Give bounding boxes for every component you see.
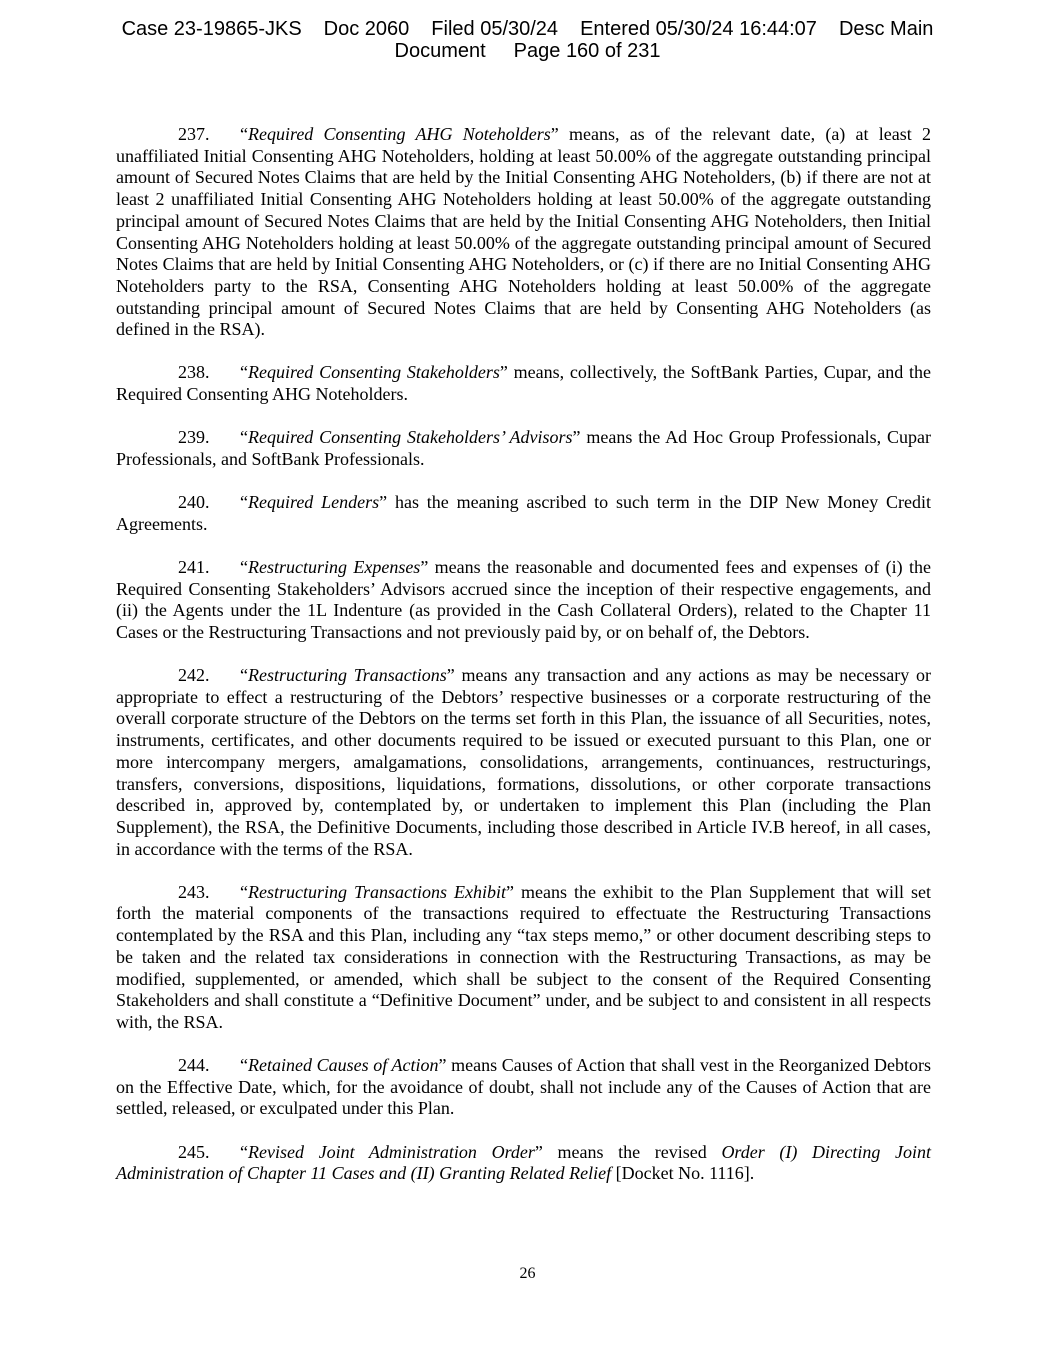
definition-paragraph-243 bbox=[116, 882, 931, 1034]
open-quote: “ bbox=[240, 1055, 248, 1076]
defined-term: Revised Joint Administration Order bbox=[248, 1141, 535, 1162]
open-quote: “ bbox=[240, 124, 248, 144]
desc-main: Desc Main bbox=[838, 18, 934, 40]
definition-text: means Causes of Action that shall vest in the Reorganized Debtors on the Effective Date, which, for the avoidance of doubt, shall not include any of the Causes of Action that are settled, released, or exculpated under this Plan. bbox=[116, 1055, 931, 1119]
open-quote: “ bbox=[240, 492, 248, 513]
defined-term: Restructuring Expenses bbox=[248, 556, 421, 577]
definition-text: means the reasonable and documented fees and expenses of (i) the Required Consenting Stakeholders’ Advisors accrued since the inception of their respective engagements, and (ii) the Agents under the 1L Indenture (as provided in the Cash Collateral Orders), related to the Chapter 11 Cases or the Restructuring Transactions and not previously paid by, or on behalf of, the Debtors. bbox=[116, 556, 932, 642]
header-line-2 bbox=[0, 40, 1055, 62]
open-quote: “ bbox=[240, 556, 248, 577]
definition-paragraph-244 bbox=[116, 1055, 931, 1120]
close-quote: ” bbox=[506, 881, 515, 902]
filed-date: Filed 05/30/24 bbox=[431, 18, 559, 40]
close-quote: ” bbox=[446, 665, 455, 686]
court-filing-header bbox=[0, 18, 1055, 62]
paragraph-number: 242. bbox=[178, 665, 210, 686]
definition-text: means, as of the relevant date, (a) at least 2 unaffiliated Initial Consenting AHG Noteholders, holding at least 50.00% of the aggregate outstanding principal amount of Secured Notes Claims that are held by the Initial Consenting AHG Noteholders, (b) if there are not at least 2 unaffiliated Initial Consenting AHG Noteholders holding at least 50.00% of the aggregate outstanding principal amount of Secured Notes Claims that are held by the Initial Consenting AHG Noteholders, then Initial Consenting AHG Noteholders holding at least 50.00% of the aggregate outstanding principal amount of Secured Notes Claims that are held by Initial Consenting AHG Noteholders, or (c) if there are no Initial Consenting AHG Noteholders party to the RSA, Consenting AHG Noteholders holding at least 50.00% of the aggregate outstanding principal amount of Secured Notes Claims that are held by Consenting AHG Noteholders (as defined in the RSA). bbox=[116, 124, 932, 340]
case-number: Case 23-19865-JKS bbox=[121, 18, 302, 40]
paragraph-number: 243. bbox=[178, 881, 210, 902]
defined-term: Restructuring Transactions Exhibit bbox=[248, 881, 507, 902]
entered-date: Entered 05/30/24 16:44:07 bbox=[580, 18, 817, 40]
close-quote: ” bbox=[420, 556, 429, 577]
docket-reference: [Docket No. 1116]. bbox=[611, 1163, 755, 1184]
doc-number: Doc 2060 bbox=[323, 18, 410, 40]
open-quote: “ bbox=[240, 881, 248, 902]
definition-text: means, collectively, the SoftBank Parties, Cupar, and the Required Consenting AHG Noteholders. bbox=[116, 362, 932, 405]
close-quote: ” bbox=[550, 124, 559, 144]
document-body bbox=[116, 124, 931, 1206]
open-quote: “ bbox=[240, 362, 248, 383]
paragraph-number: 245. bbox=[178, 1141, 210, 1162]
paragraph-number: 244. bbox=[178, 1055, 210, 1076]
close-quote: ” bbox=[438, 1055, 447, 1076]
definition-text: means the Ad Hoc Group Professionals, Cupar Professionals, and SoftBank Professionals. bbox=[116, 427, 931, 469]
header-line-1 bbox=[0, 18, 1055, 40]
paragraph-number: 241. bbox=[178, 556, 210, 577]
definition-text: means any transaction and any actions as may be necessary or appropriate to effect a restructuring of the Debtors’ respective businesses or a corporate restructuring of the overall corporate structure of the Debtors on the terms set forth in this Plan, the issuance of all Securities, notes, instruments, certificates, and other documents required to be issued or executed pursuant to this Plan, one or more intercompany mergers, amalgamations, consolidations, arrangements, continuances, restructurings, transfers, conversions, dispositions, liquidations, formations, dissolutions, or other corporate transactions described in, approved by, contemplated by, or undertaken to implement this Plan (including the Plan Supplement), the RSA, the Definitive Documents, including those described in Article IV.B hereof, in all cases, in accordance with the terms of the RSA. bbox=[116, 665, 931, 859]
definition-paragraph-237 bbox=[116, 124, 931, 341]
definition-paragraph-245 bbox=[116, 1142, 931, 1185]
paragraph-number: 238. bbox=[178, 362, 210, 383]
definition-paragraph-242 bbox=[116, 665, 931, 860]
definition-text: has the meaning ascribed to such term in the DIP New Money Credit Agreements. bbox=[116, 492, 932, 534]
paragraph-number: 237. bbox=[178, 124, 210, 144]
page-number: 26 bbox=[519, 1265, 536, 1282]
defined-term: Required Consenting AHG Noteholders bbox=[248, 124, 551, 144]
defined-term: Retained Causes of Action bbox=[248, 1055, 439, 1076]
paragraph-number: 240. bbox=[178, 492, 210, 513]
definition-paragraph-239 bbox=[116, 427, 931, 470]
definition-text: ” means the revised bbox=[534, 1141, 722, 1162]
definition-paragraph-240 bbox=[116, 492, 931, 535]
close-quote: ” bbox=[572, 427, 581, 448]
page-count: Page 160 of 231 bbox=[513, 40, 661, 62]
open-quote: “ bbox=[240, 665, 248, 686]
document-label: Document bbox=[394, 40, 486, 62]
defined-term: Required Lenders bbox=[248, 492, 380, 513]
open-quote: “ bbox=[240, 427, 248, 448]
paragraph-number: 239. bbox=[178, 427, 210, 448]
open-quote: “ bbox=[240, 1141, 248, 1162]
order-title: Order (I) Directing Joint Administration of Chapter 11 Cases and (II) Granting Related Relief bbox=[116, 1141, 931, 1184]
defined-term: Required Consenting Stakeholders’ Advisors bbox=[248, 427, 573, 448]
close-quote: ” bbox=[379, 492, 388, 513]
definition-text: means the exhibit to the Plan Supplement that will set forth the material components of the transactions required to effectuate the Restructuring Transactions contemplated by the RSA and this Plan, including any “tax steps memo,” or other document describing steps to be taken and the related tax considerations in connection with the Restructuring Transactions, as may be modified, supplemented, or amended, which shall be subject to the consent of the Required Consenting Stakeholders and shall constitute a “Definitive Document” under, and be subject to and consistent in all respects with, the RSA. bbox=[116, 881, 931, 1032]
close-quote: ” bbox=[499, 362, 508, 383]
defined-term: Required Consenting Stakeholders bbox=[248, 362, 500, 383]
definition-paragraph-241 bbox=[116, 557, 931, 644]
definition-paragraph-238 bbox=[116, 362, 931, 405]
defined-term: Restructuring Transactions bbox=[248, 665, 447, 686]
